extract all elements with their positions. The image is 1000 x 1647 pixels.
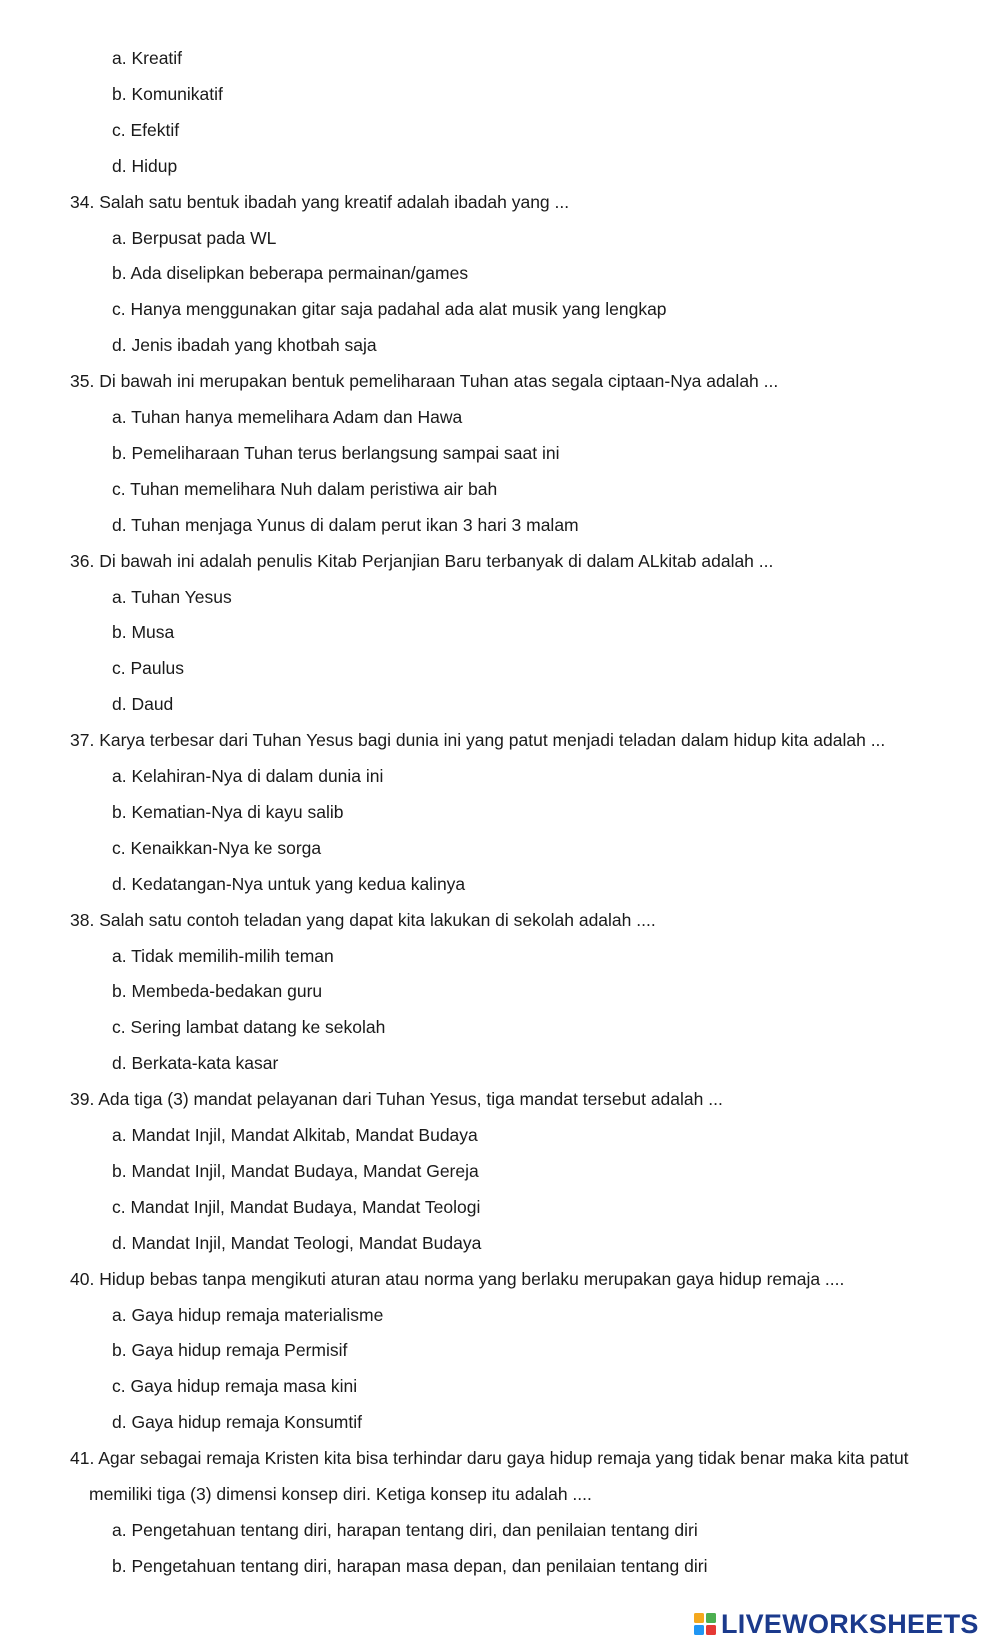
answer-option: c. Hanya menggunakan gitar saja padahal ada alat musik yang lengkap: [112, 299, 667, 319]
answer-option: b. Pemeliharaan Tuhan terus berlangsung sampai saat ini: [112, 443, 560, 463]
question-text: 35. Di bawah ini merupakan bentuk pemeliharaan Tuhan atas segala ciptaan-Nya adalah ...: [70, 371, 779, 391]
answer-option: a. Kelahiran-Nya di dalam dunia ini: [112, 766, 384, 786]
question-text: 37. Karya terbesar dari Tuhan Yesus bagi dunia ini yang patut menjadi teladan dalam hidup kita adalah ...: [70, 730, 886, 750]
answer-option: c. Efektif: [112, 120, 180, 140]
answer-option: b. Membeda-bedakan guru: [112, 981, 323, 1001]
answer-option: a. Tuhan Yesus: [112, 587, 232, 607]
answer-option: b. Kematian-Nya di kayu salib: [112, 802, 344, 822]
answer-option: b. Pengetahuan tentang diri, harapan masa depan, dan penilaian tentang diri: [112, 1556, 708, 1576]
brand-name: LIVEWORKSHEETS: [721, 1609, 979, 1639]
answer-option: c. Mandat Injil, Mandat Budaya, Mandat Teologi: [112, 1197, 481, 1217]
answer-option: c. Tuhan memelihara Nuh dalam peristiwa air bah: [112, 479, 498, 499]
question-text: 41. Agar sebagai remaja Kristen kita bisa terhindar daru gaya hidup remaja yang tidak benar maka kita patut: [70, 1448, 909, 1468]
answer-option: c. Kenaikkan-Nya ke sorga: [112, 838, 322, 858]
answer-option: c. Gaya hidup remaja masa kini: [112, 1376, 358, 1396]
question-text: 34. Salah satu bentuk ibadah yang kreatif adalah ibadah yang ...: [70, 192, 570, 212]
answer-option: c. Sering lambat datang ke sekolah: [112, 1017, 386, 1037]
answer-option: d. Tuhan menjaga Yunus di dalam perut ikan 3 hari 3 malam: [112, 515, 579, 535]
answer-option: d. Berkata-kata kasar: [112, 1053, 279, 1073]
answer-option: a. Tidak memilih-milih teman: [112, 946, 334, 966]
answer-option: a. Pengetahuan tentang diri, harapan tentang diri, dan penilaian tentang diri: [112, 1520, 698, 1540]
answer-option: b. Musa: [112, 622, 175, 642]
liveworksheets-brand[interactable]: [693, 1610, 979, 1638]
answer-option: d. Mandat Injil, Mandat Teologi, Mandat Budaya: [112, 1233, 482, 1253]
answer-option: a. Tuhan hanya memelihara Adam dan Hawa: [112, 407, 463, 427]
question-text: 38. Salah satu contoh teladan yang dapat kita lakukan di sekolah adalah ....: [70, 910, 656, 930]
answer-option: b. Mandat Injil, Mandat Budaya, Mandat Gereja: [112, 1161, 479, 1181]
answer-option: b. Gaya hidup remaja Permisif: [112, 1340, 348, 1360]
answer-option: a. Kreatif: [112, 48, 183, 68]
question-text: 40. Hidup bebas tanpa mengikuti aturan atau norma yang berlaku merupakan gaya hidup remaja ....: [70, 1269, 845, 1289]
answer-option: d. Kedatangan-Nya untuk yang kedua kalinya: [112, 874, 466, 894]
question-text: 39. Ada tiga (3) mandat pelayanan dari Tuhan Yesus, tiga mandat tersebut adalah ...: [70, 1089, 723, 1109]
answer-option: d. Jenis ibadah yang khotbah saja: [112, 335, 377, 355]
question-text: 36. Di bawah ini adalah penulis Kitab Perjanjian Baru terbanyak di dalam ALkitab adalah ...: [70, 551, 774, 571]
question-text-continued: memiliki tiga (3) dimensi konsep diri. Ketiga konsep itu adalah ....: [89, 1484, 592, 1504]
answer-option: a. Gaya hidup remaja materialisme: [112, 1305, 384, 1325]
liveworksheets-logo-icon: [693, 1612, 717, 1636]
answer-option: b. Komunikatif: [112, 84, 223, 104]
answer-option: c. Paulus: [112, 658, 184, 678]
answer-option: d. Gaya hidup remaja Konsumtif: [112, 1412, 362, 1432]
answer-option: a. Mandat Injil, Mandat Alkitab, Mandat Budaya: [112, 1125, 478, 1145]
answer-option: d. Hidup: [112, 156, 178, 176]
answer-option: b. Ada diselipkan beberapa permainan/games: [112, 263, 469, 283]
answer-option: d. Daud: [112, 694, 174, 714]
answer-option: a. Berpusat pada WL: [112, 228, 277, 248]
